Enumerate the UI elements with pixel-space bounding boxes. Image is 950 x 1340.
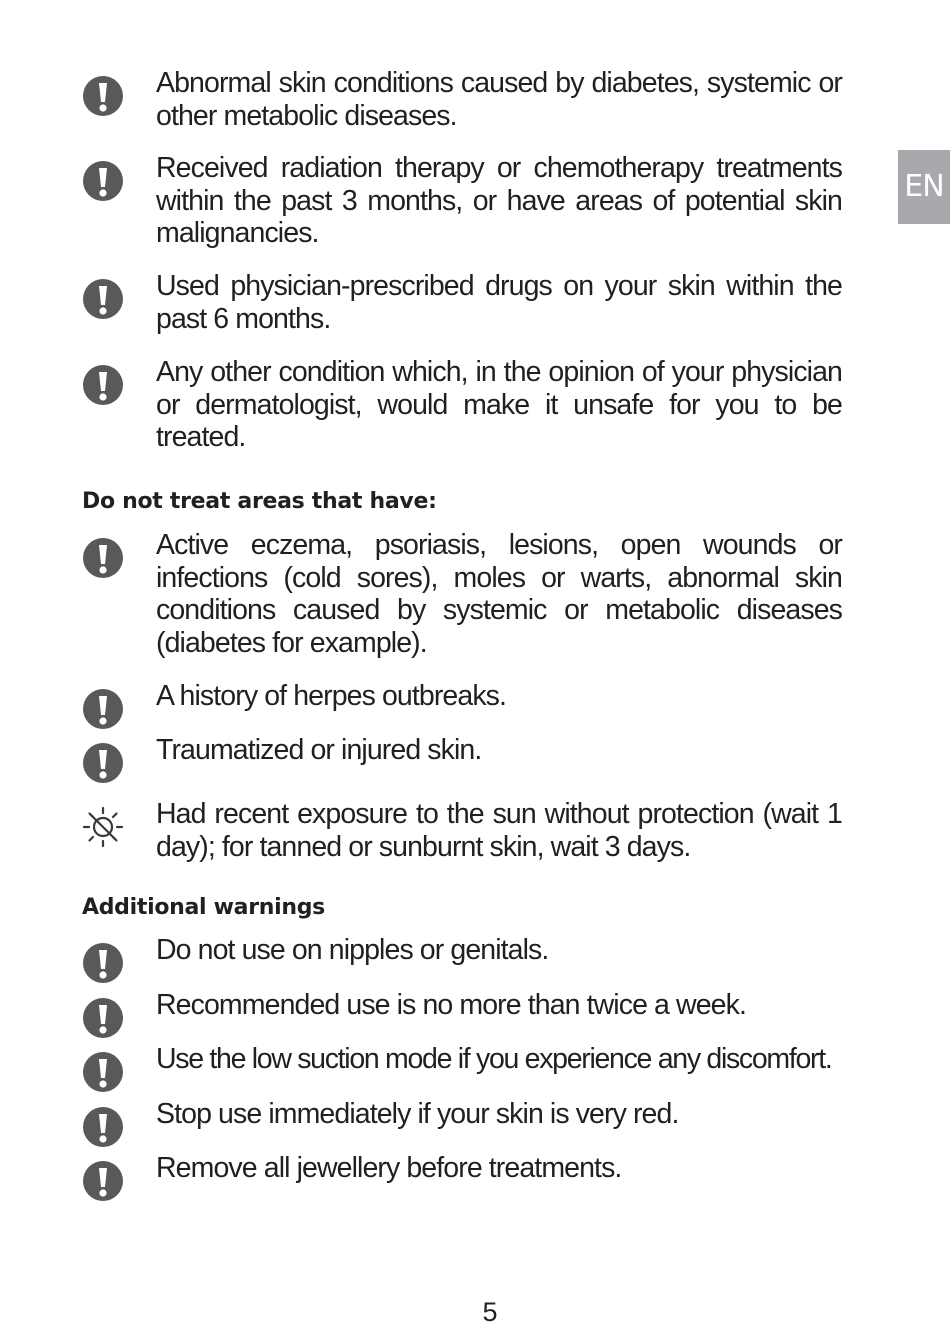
exclamation-circle-icon — [82, 364, 124, 406]
list-item-text: Received radiation therapy or chemotherapy treatments within the past 3 months, or have areas of potential skin malignancies. — [156, 152, 842, 249]
exclamation-circle-icon — [82, 537, 124, 579]
exclamation-circle-icon — [82, 278, 124, 320]
list-item-text: Active eczema, psoriasis, lesions, open wounds or infections (cold sores), moles or warts, abnormal skin conditions caused by systemic or metabolic diseases (diabetes for example). — [156, 529, 842, 659]
language-tab: EN — [898, 150, 950, 224]
exclamation-circle-icon — [82, 1051, 124, 1093]
page-number: 5 — [482, 1297, 498, 1327]
exclamation-circle-icon — [82, 997, 124, 1039]
exclamation-circle-icon — [82, 688, 124, 730]
no-sun-exposure-icon — [82, 806, 124, 848]
list-item-text: Stop use immediately if your skin is very red. — [156, 1098, 679, 1130]
exclamation-circle-icon — [82, 1160, 124, 1202]
section-heading: Do not treat areas that have: — [82, 489, 437, 514]
list-item-text: Recommended use is no more than twice a week. — [156, 989, 746, 1021]
list-item-text: Remove all jewellery before treatments. — [156, 1152, 622, 1184]
exclamation-circle-icon — [82, 75, 124, 117]
exclamation-circle-icon — [82, 742, 124, 784]
list-item-text: Abnormal skin conditions caused by diabetes, systemic or other metabolic diseases. — [156, 67, 842, 132]
list-item-text: Any other condition which, in the opinion of your physician or dermatologist, would make it unsafe for you to be treated. — [156, 356, 842, 453]
list-item-text: Had recent exposure to the sun without protection (wait 1 day); for tanned or sunburnt skin, wait 3 days. — [156, 798, 842, 863]
list-item-text: Do not use on nipples or genitals. — [156, 934, 549, 966]
section-heading: Additional warnings — [82, 895, 325, 920]
list-item-text: Traumatized or injured skin. — [156, 734, 482, 766]
list-item-text: Use the low suction mode if you experience any discomfort. — [156, 1043, 832, 1075]
exclamation-circle-icon — [82, 1106, 124, 1148]
exclamation-circle-icon — [82, 160, 124, 202]
exclamation-circle-icon — [82, 942, 124, 984]
list-item-text: A history of herpes outbreaks. — [156, 680, 507, 712]
list-item-text: Used physician-prescribed drugs on your skin within the past 6 months. — [156, 270, 842, 335]
